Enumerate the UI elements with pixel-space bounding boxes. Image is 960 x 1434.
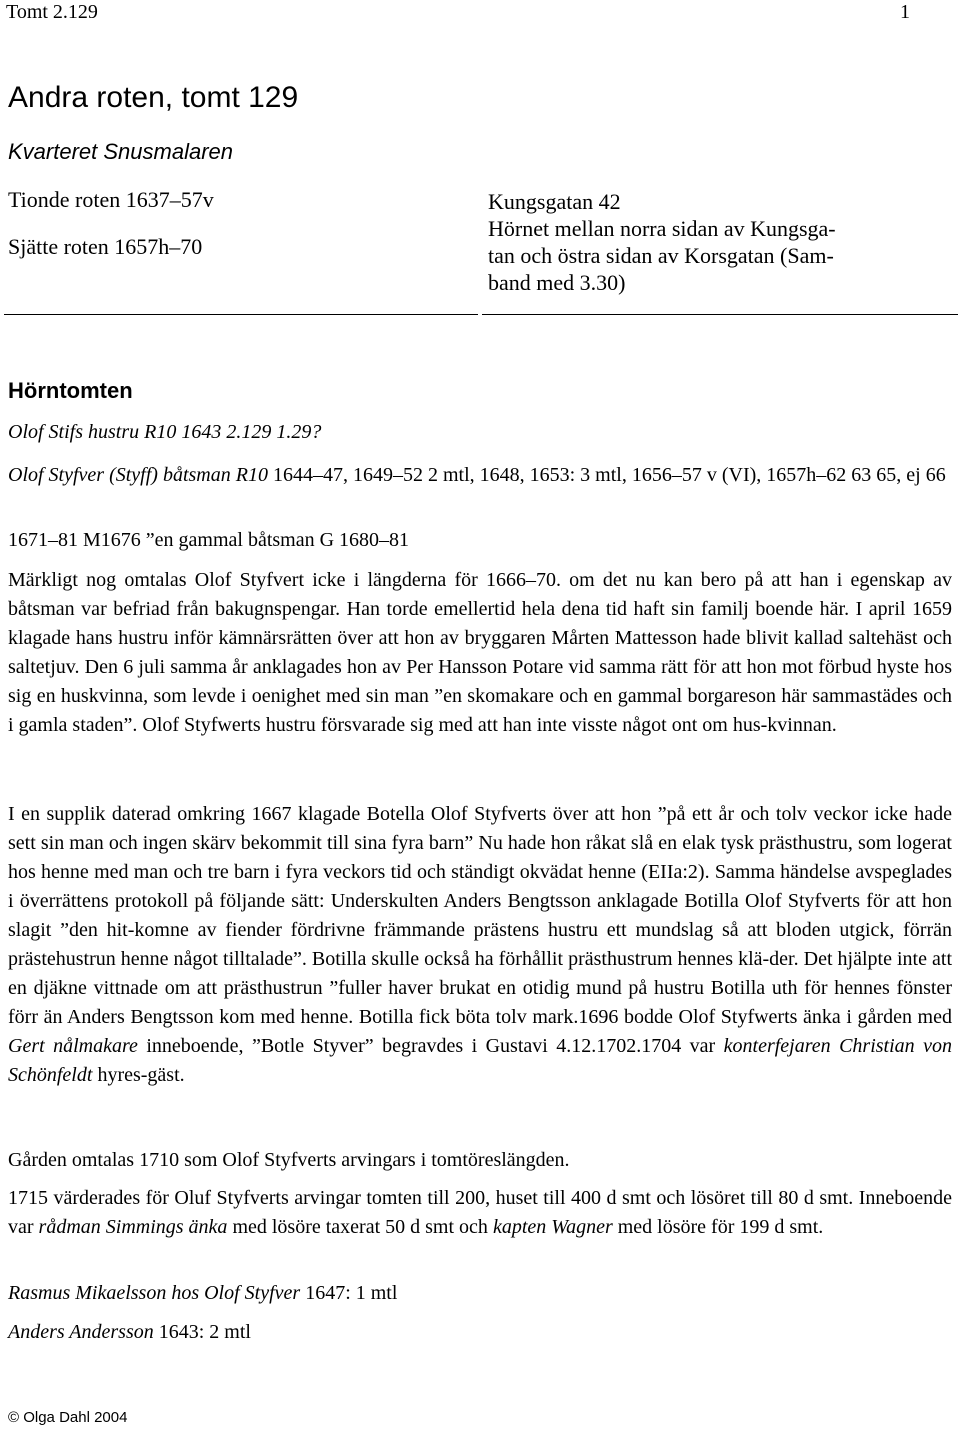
page-title: Andra roten, tomt 129 xyxy=(8,81,299,114)
paragraph-styfver xyxy=(8,461,952,490)
supplik-text-d: konterfejaren Christian von Schönfeldt xyxy=(8,1035,952,1086)
section-heading: Hörntomten xyxy=(8,378,133,403)
paragraph-markligt: Märkligt nog omtalas Olof Styfvert icke i längderna för 1666–70. om det nu kan bero på att han i egenskap av båtsman var befriad från bakugnspengar. Han torde emellertid hela dena tid haft sin familj boende här. I april 1659 klagade hans hustru inför kämnärsrätten över att hon av bryggaren Mårten Mattesson hade blivit kallad saltehäst och saltetjuv. Den 6 juli samma år anklagades hon av Per Hansson Potare vid samma rätt för att hon mot förbud hyste hos sig en huskvinna, som levde i oenighet med sin man ”en skomakare och en gammal borgareson här sammastädes och i gamla staden”. Olof Styfwerts hustru försvarade sig med att han inte visste något ont om hus-kvinnan. xyxy=(8,569,952,736)
supplik-text-c: inneboende, ”Botle Styver” begravdes i Gustavi 4.12.1702.1704 var xyxy=(137,1035,724,1057)
paragraph-rasmus xyxy=(8,1279,952,1308)
address-line-3: tan och östra sidan av Korsgatan (Sam- xyxy=(488,243,834,268)
text-1715-e: med lösöre för 199 d smt. xyxy=(612,1216,824,1238)
paragraph-1715 xyxy=(8,1184,952,1242)
text-1715-b: rådman Simmings änka xyxy=(38,1216,228,1238)
anders-name: Anders Andersson xyxy=(8,1321,154,1343)
address-line-1: Kungsgatan 42 xyxy=(488,189,621,214)
text-1715-d: kapten Wagner xyxy=(492,1216,613,1238)
divider-right xyxy=(482,314,958,315)
address-line-2: Hörnet mellan norra sidan av Kungsga- xyxy=(488,216,836,241)
copyright-footer: © Olga Dahl 2004 xyxy=(8,1409,128,1426)
styfver-details: 1644–47, 1649–52 2 mtl, 1648, 1653: 3 mtl, 1656–57 v (VI), 1657h–62 63 65, ej 66 xyxy=(267,464,946,486)
page-header-left: Tomt 2.129 xyxy=(6,1,98,23)
text-1715-a: 1715 värderades för Oluf Styfverts arvingar tomten till 200, huset till 400 d smt och lösöret till 80 d smt. Inneboende var xyxy=(8,1187,952,1238)
supplik-text-a: I en supplik daterad omkring 1667 klagade Botella Olof Styfverts över att hon ”på ett år och tolv veckor icke hade sett sin man och ingen skärv bekommit till sina fyra barn” Nu hade hon råkat slå en elak tysk prästhustru, som logerat hos henne med man och tre barn i fyra veckors tid och ständigt okvädat henne (EIIa:2). Samma händelse avspeglades i överrättens protokoll på följande sätt: Underskulten Anders Bengtsson anklagade Botilla Olof Styfverts för att hon slagit ”den hit-komne av fiender fördrivne främmande prästens hustru ett mundslag så att bloden utgick, förrän prästehustrun henne något tilltalade”. Botilla skulle också ha förhållit prästhustrum hennes klä-der. Det hjälpte inte att en djäkne vittnade om att prästhustrun ”fuller haver brukat en otidig mund på hustru Botilla uth för hennes fönster förr än Anders Bengtsson kom med henne. Botilla fick böta tolv mark.1696 bodde Olof Styfwerts änka i gården med xyxy=(8,803,952,1028)
page-number: 1 xyxy=(900,1,910,23)
paragraph-1671: 1671–81 M1676 ”en gammal båtsman G 1680–81 xyxy=(8,529,410,551)
paragraph-stif: Olof Stifs hustru R10 1643 2.129 1.29? xyxy=(8,421,322,443)
address-line-4: band med 3.30) xyxy=(488,270,626,295)
rasmus-name: Rasmus Mikaelsson hos Olof Styfver xyxy=(8,1282,301,1304)
page-subtitle: Kvarteret Snusmalaren xyxy=(8,139,233,164)
supplik-text-b: Gert nålmakare xyxy=(8,1035,138,1057)
paragraph-anders xyxy=(8,1318,952,1347)
text-1715-c: med lösöre taxerat 50 d smt och xyxy=(227,1216,493,1238)
supplik-text-e: hyres-gäst. xyxy=(92,1064,185,1086)
styfver-name: Olof Styfver (Styff) båtsman R10 xyxy=(8,464,268,486)
roten-line-2: Sjätte roten 1657h–70 xyxy=(8,234,203,259)
divider-left xyxy=(4,314,478,315)
address-block xyxy=(488,188,958,296)
paragraph-supplik xyxy=(8,800,952,1090)
roten-line-1: Tionde roten 1637–57v xyxy=(8,187,214,212)
rasmus-details: 1647: 1 mtl xyxy=(300,1282,398,1304)
paragraph-1710: Gården omtalas 1710 som Olof Styfverts arvingars i tomtöreslängden. xyxy=(8,1149,570,1171)
anders-details: 1643: 2 mtl xyxy=(153,1321,251,1343)
